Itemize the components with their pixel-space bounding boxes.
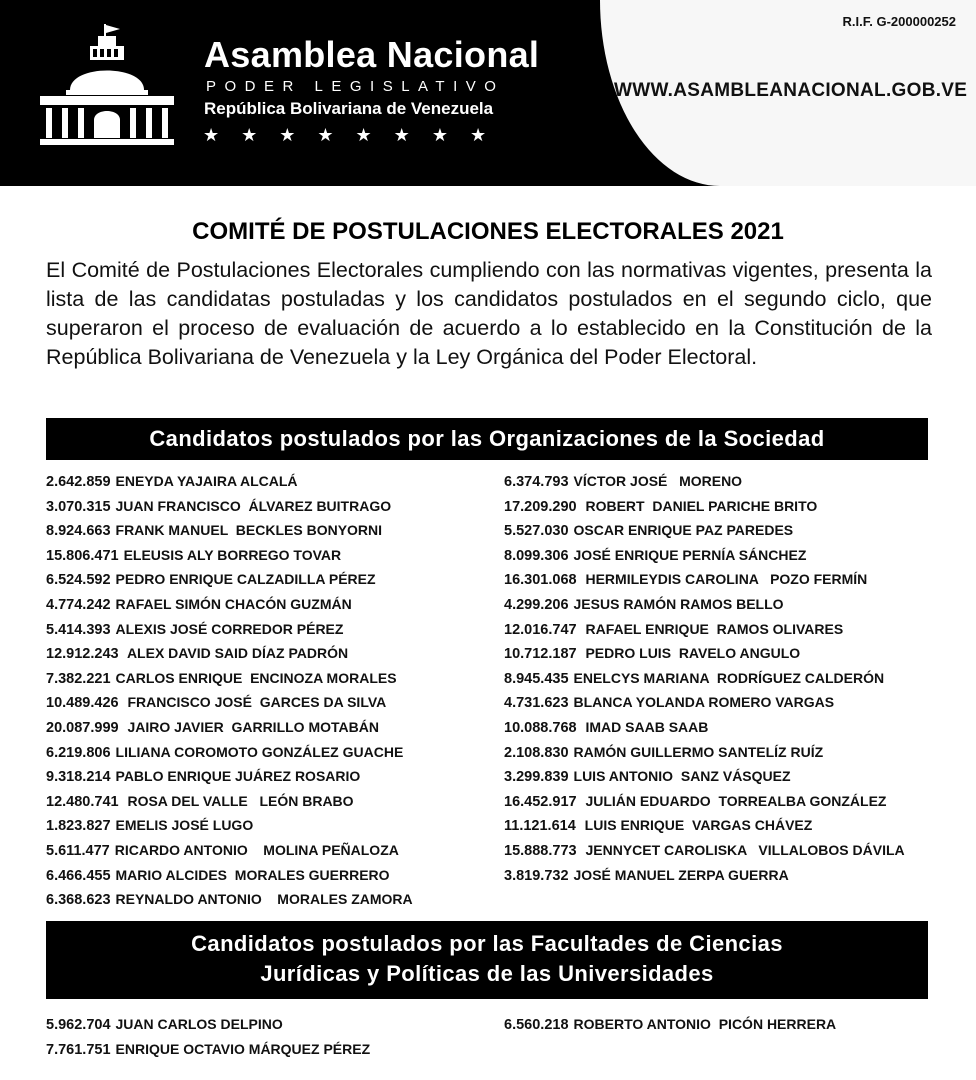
candidate-name: PABLO ENRIQUE JUÁREZ ROSARIO xyxy=(115,768,361,785)
candidate-item xyxy=(46,1012,370,1037)
candidate-id: 15.806.471 xyxy=(46,547,119,564)
candidate-name: LILIANA COROMOTO GONZÁLEZ GUACHE xyxy=(115,743,404,760)
candidate-id: 17.209.290 xyxy=(504,498,577,515)
candidate-item xyxy=(504,494,905,519)
header-banner xyxy=(0,0,976,186)
candidate-name: JUAN FRANCISCO ÁLVAREZ BUITRAGO xyxy=(115,497,392,514)
candidate-id: 6.219.806 xyxy=(46,744,111,761)
candidate-name: ROBERT DANIEL PARICHE BRITO xyxy=(581,497,818,514)
candidate-name: RAFAEL SIMÓN CHACÓN GUZMÁN xyxy=(115,595,352,612)
candidate-name: RAFAEL ENRIQUE RAMOS OLIVARES xyxy=(581,620,844,637)
intro-paragraph: El Comité de Postulaciones Electorales cumpliendo con las normativas vigentes, presenta la lista de las candidatas postuladas y los candidatos postulados en el segundo ciclo, que superaron el proceso de evaluación de acuerdo a lo establecido en la Constitución de la República Bolivariana de Venezuela y la Ley Orgánica del Poder Electoral. xyxy=(46,258,932,369)
candidate-name: ALEX DAVID SAID DÍAZ PADRÓN xyxy=(123,645,349,662)
candidate-name: LUIS ANTONIO SANZ VÁSQUEZ xyxy=(573,768,791,785)
candidate-name: JESUS RAMÓN RAMOS BELLO xyxy=(573,595,784,612)
candidate-item xyxy=(46,740,413,765)
candidate-item xyxy=(46,567,413,592)
website-link[interactable]: WWW.ASAMBLEANACIONAL.GOB.VE xyxy=(614,80,968,101)
candidate-id: 5.527.030 xyxy=(504,523,569,540)
section1-left-list xyxy=(46,469,413,912)
candidate-id: 1.823.827 xyxy=(46,818,111,835)
candidate-name: LUIS ENRIQUE VARGAS CHÁVEZ xyxy=(580,817,813,834)
candidate-id: 8.945.435 xyxy=(504,670,569,687)
candidate-name: ENRIQUE OCTAVIO MÁRQUEZ PÉREZ xyxy=(115,1040,371,1057)
candidate-item xyxy=(504,813,905,838)
section2-title-line1: Candidatos postulados por las Facultades de Ciencias xyxy=(191,931,783,956)
section2-right-list xyxy=(504,1012,836,1037)
candidate-id: 8.099.306 xyxy=(504,547,569,564)
candidate-name: JUAN CARLOS DELPINO xyxy=(115,1016,283,1032)
candidate-item xyxy=(46,617,413,642)
page-title: COMITÉ DE POSTULACIONES ELECTORALES 2021 xyxy=(192,218,784,245)
candidate-item xyxy=(46,543,413,568)
candidate-name: ENELCYS MARIANA RODRÍGUEZ CALDERÓN xyxy=(573,669,885,686)
candidate-item xyxy=(46,641,413,666)
candidate-name: FRANCISCO JOSÉ GARCES DA SILVA xyxy=(123,694,387,711)
candidate-id: 2.108.830 xyxy=(504,744,569,761)
candidate-id: 5.962.704 xyxy=(46,1017,111,1033)
candidate-id: 10.088.768 xyxy=(504,719,577,736)
candidate-item xyxy=(504,838,905,863)
candidate-name: HERMILEYDIS CAROLINA POZO FERMÍN xyxy=(581,571,868,588)
section2-title-line2: Jurídicas y Políticas de las Universidades xyxy=(260,961,714,986)
brand-republic: República Bolivariana de Venezuela xyxy=(204,99,494,118)
candidate-name: JULIÁN EDUARDO TORREALBA GONZÁLEZ xyxy=(581,792,887,809)
candidate-id: 11.121.614 xyxy=(504,818,576,835)
candidate-name: JOSÉ ENRIQUE PERNÍA SÁNCHEZ xyxy=(573,546,807,563)
candidate-id: 12.016.747 xyxy=(504,621,577,638)
candidate-id: 7.382.221 xyxy=(46,670,111,687)
candidate-id: 20.087.999 xyxy=(46,719,119,736)
candidate-name: JENNYCET CAROLISKA VILLALOBOS DÁVILA xyxy=(581,841,905,858)
candidate-item xyxy=(46,666,413,691)
candidate-id: 4.774.242 xyxy=(46,596,111,613)
candidate-id: 10.712.187 xyxy=(504,646,577,663)
section2-title xyxy=(46,921,928,999)
candidate-id: 3.299.839 xyxy=(504,769,569,786)
candidate-id: 6.374.793 xyxy=(504,474,569,490)
candidate-name: ROSA DEL VALLE LEÓN BRABO xyxy=(123,792,354,809)
candidate-item xyxy=(46,863,413,888)
candidate-id: 12.480.741 xyxy=(46,793,119,810)
candidate-id: 9.318.214 xyxy=(46,769,111,786)
candidate-name: ENEYDA YAJAIRA ALCALÁ xyxy=(115,473,298,489)
candidate-item xyxy=(46,469,413,494)
candidate-item xyxy=(46,494,413,519)
rif-number: R.I.F. G-200000252 xyxy=(842,14,956,29)
candidate-id: 6.560.218 xyxy=(504,1017,569,1033)
stars-row: ★★★★★★★★ xyxy=(203,125,509,145)
section1-title: Candidatos postulados por las Organizaciones de la Sociedad xyxy=(46,418,928,460)
candidate-id: 4.299.206 xyxy=(504,596,569,613)
candidate-item xyxy=(504,740,905,765)
brand-subtitle: PODER LEGISLATIVO xyxy=(206,78,505,95)
candidate-item xyxy=(504,1012,836,1037)
candidate-name: PEDRO ENRIQUE CALZADILLA PÉREZ xyxy=(115,571,376,588)
candidate-name: VÍCTOR JOSÉ MORENO xyxy=(573,473,743,489)
candidate-item xyxy=(46,715,413,740)
candidate-id: 4.731.623 xyxy=(504,695,569,712)
candidate-item xyxy=(46,764,413,789)
candidate-item xyxy=(504,715,905,740)
candidate-name: PEDRO LUIS RAVELO ANGULO xyxy=(581,645,801,662)
candidate-name: MARIO ALCIDES MORALES GUERRERO xyxy=(115,866,390,883)
candidate-name: CARLOS ENRIQUE ENCINOZA MORALES xyxy=(115,669,397,686)
candidate-item xyxy=(504,592,905,617)
candidate-name: JOSÉ MANUEL ZERPA GUERRA xyxy=(573,866,789,883)
candidate-id: 16.301.068 xyxy=(504,572,577,589)
candidate-item xyxy=(46,1037,370,1062)
candidate-name: RAMÓN GUILLERMO SANTELÍZ RUÍZ xyxy=(573,743,824,760)
candidate-item xyxy=(46,789,413,814)
candidate-id: 7.761.751 xyxy=(46,1041,111,1058)
candidate-item xyxy=(504,863,905,888)
candidate-id: 5.414.393 xyxy=(46,621,111,638)
candidate-name: ELEUSIS ALY BORREGO TOVAR xyxy=(123,546,342,563)
candidate-id: 12.912.243 xyxy=(46,646,119,663)
candidate-item xyxy=(46,518,413,543)
candidate-name: JAIRO JAVIER GARRILLO MOTABÁN xyxy=(123,718,379,735)
candidate-item xyxy=(504,764,905,789)
section2-left-list xyxy=(46,1012,370,1061)
candidate-id: 6.524.592 xyxy=(46,572,111,589)
candidate-item xyxy=(504,543,905,568)
brand-title: Asamblea Nacional xyxy=(204,34,540,75)
candidate-name: EMELIS JOSÉ LUGO xyxy=(115,817,254,834)
candidate-item xyxy=(46,887,413,912)
candidate-item xyxy=(504,567,905,592)
candidate-item xyxy=(46,690,413,715)
candidate-name: ROBERTO ANTONIO PICÓN HERRERA xyxy=(573,1016,837,1032)
candidate-item xyxy=(504,690,905,715)
section1-right-list xyxy=(504,469,905,887)
candidate-id: 5.611.477 xyxy=(46,842,110,859)
candidate-id: 6.368.623 xyxy=(46,892,111,909)
candidate-name: ALEXIS JOSÉ CORREDOR PÉREZ xyxy=(115,620,344,637)
candidate-name: OSCAR ENRIQUE PAZ PAREDES xyxy=(573,522,794,539)
candidate-id: 2.642.859 xyxy=(46,474,111,490)
candidate-item xyxy=(46,592,413,617)
candidate-item xyxy=(504,469,905,494)
candidate-name: RICARDO ANTONIO MOLINA PEÑALOZA xyxy=(114,841,399,858)
candidate-id: 10.489.426 xyxy=(46,695,119,712)
candidate-name: BLANCA YOLANDA ROMERO VARGAS xyxy=(573,694,835,711)
candidate-item xyxy=(46,813,413,838)
candidate-item xyxy=(504,789,905,814)
candidate-name: IMAD SAAB SAAB xyxy=(581,718,709,735)
capitol-building-icon xyxy=(40,24,174,148)
candidate-item xyxy=(504,518,905,543)
candidate-id: 15.888.773 xyxy=(504,842,577,859)
candidate-item xyxy=(504,617,905,642)
candidate-id: 8.924.663 xyxy=(46,523,111,540)
candidate-name: REYNALDO ANTONIO MORALES ZAMORA xyxy=(115,891,413,908)
candidate-item xyxy=(504,641,905,666)
candidate-id: 3.070.315 xyxy=(46,498,111,515)
candidate-id: 3.819.732 xyxy=(504,867,569,884)
candidate-id: 6.466.455 xyxy=(46,867,111,884)
candidate-name: FRANK MANUEL BECKLES BONYORNI xyxy=(115,522,383,539)
candidate-item xyxy=(504,666,905,691)
candidate-item xyxy=(46,838,413,863)
candidate-id: 16.452.917 xyxy=(504,793,577,810)
